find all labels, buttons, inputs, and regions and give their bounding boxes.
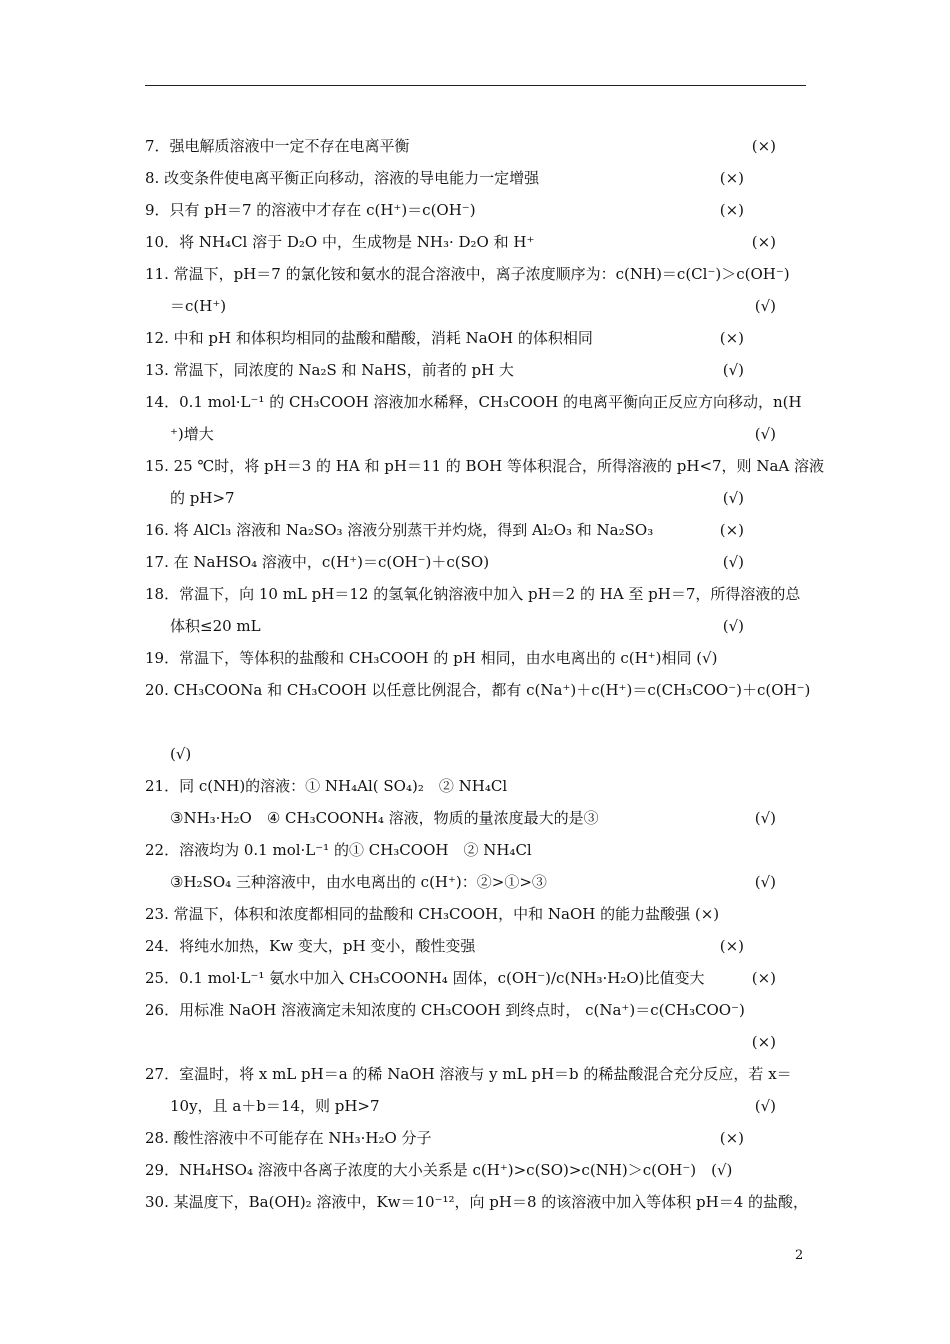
answer-mark: (√) [722, 553, 744, 571]
item-7: 7．强电解质溶液中一定不存在电离平衡 (×) [145, 134, 806, 158]
answer-mark: (×) [719, 937, 744, 955]
item-11: 11. 常温下，pH＝7 的氯化铵和氨水的混合溶液中，离子浓度顺序为：c(NH)＝c(Cl⁻)＞c(OH⁻) [145, 265, 790, 283]
item-19: 19．常温下，等体积的盐酸和 CH₃COOH 的 pH 相同，由水电离出的 c(H⁺)相同 (√) [145, 649, 718, 667]
item-24: 24．将纯水加热，Kw 变大，pH 变小，酸性变强 (×) [145, 934, 806, 958]
item-26: 26．用标准 NaOH 溶液滴定未知浓度的 CH₃COOH 到终点时， c(Na⁺)＝c(CH₃COO⁻) [145, 1001, 745, 1019]
item-9: 9．只有 pH＝7 的溶液中才存在 c(H⁺)＝c(OH⁻) (×) [145, 198, 806, 222]
answer-mark: (√) [722, 489, 744, 507]
item-11-cont: ＝c(H⁺) (√) [170, 294, 806, 318]
item-22-cont: ③H₂SO₄ 三种溶液中，由水电离出的 c(H⁺)：②>①>③ (√) [170, 870, 806, 894]
item-20-cont: (√) [170, 745, 192, 763]
item-21: 21．同 c(NH)的溶液：① NH₄Al( SO₄)₂ ② NH₄Cl [145, 777, 508, 795]
answer-mark: (√) [722, 617, 744, 635]
answer-mark: (×) [719, 1129, 744, 1147]
answer-mark: (×) [719, 201, 744, 219]
item-15: 15. 25 ℃时，将 pH＝3 的 HA 和 pH＝11 的 BOH 等体积混合，所得溶液的 pH<7，则 NaA 溶液 [145, 457, 824, 475]
item-27: 27．室温时，将 x mL pH＝a 的稀 NaOH 溶液与 y mL pH＝b 的稀盐酸混合充分反应，若 x＝ [145, 1065, 792, 1083]
item-20: 20. CH₃COONa 和 CH₃COOH 以任意比例混合，都有 c(Na⁺)＋c(H⁺)＝c(CH₃COO⁻)＋c(OH⁻) [145, 681, 811, 699]
answer-mark: (×) [751, 233, 776, 251]
item-14: 14．0.1 mol·L⁻¹ 的 CH₃COOH 溶液加水稀释，CH₃COOH 的电离平衡向正反应方向移动，n(H [145, 393, 802, 411]
answer-mark: (√) [754, 297, 776, 315]
answer-mark: (√) [754, 873, 776, 891]
answer-mark: (√) [754, 809, 776, 827]
item-30: 30. 某温度下，Ba(OH)₂ 溶液中，Kw＝10⁻¹²，向 pH＝8 的该溶液中加入等体积 pH＝4 的盐酸， [145, 1193, 809, 1211]
item-13: 13. 常温下，同浓度的 Na₂S 和 NaHS，前者的 pH 大 (√) [145, 358, 806, 382]
answer-mark: (×) [719, 329, 744, 347]
answer-mark: (×) [751, 969, 776, 987]
item-16: 16. 将 AlCl₃ 溶液和 Na₂SO₃ 溶液分别蒸干并灼烧，得到 Al₂O₃ 和 Na₂SO₃ (×) [145, 518, 806, 542]
item-10: 10．将 NH₄Cl 溶于 D₂O 中，生成物是 NH₃· D₂O 和 H⁺ (×) [145, 230, 806, 254]
answer-mark: (√) [754, 425, 776, 443]
item-17: 17. 在 NaHSO₄ 溶液中，c(H⁺)＝c(OH⁻)＋c(SO) (√) [145, 550, 806, 574]
answer-mark: (√) [754, 1097, 776, 1115]
item-25: 25．0.1 mol·L⁻¹ 氨水中加入 CH₃COONH₄ 固体，c(OH⁻)/c(NH₃·H₂O)比值变大 (×) [145, 966, 806, 990]
item-18: 18．常温下，向 10 mL pH＝12 的氢氧化钠溶液中加入 pH＝2 的 HA 至 pH＝7，所得溶液的总 [145, 585, 801, 603]
item-29: 29．NH₄HSO₄ 溶液中各离子浓度的大小关系是 c(H⁺)>c(SO)>c(NH)＞c(OH⁻) (√) [145, 1161, 733, 1179]
item-15-cont: 的 pH>7 (√) [170, 486, 806, 510]
answer-mark: (×) [719, 521, 744, 539]
item-26-mark: (×) [751, 1033, 776, 1051]
item-14-cont: ⁺)增大 (√) [170, 422, 806, 446]
item-8: 8. 改变条件使电离平衡正向移动，溶液的导电能力一定增强 (×) [145, 166, 806, 190]
answer-mark: (√) [722, 361, 744, 379]
item-23: 23. 常温下，体积和浓度都相同的盐酸和 CH₃COOH，中和 NaOH 的能力盐酸强 (×) [145, 905, 720, 923]
answer-mark: (×) [751, 137, 776, 155]
item-12: 12. 中和 pH 和体积均相同的盐酸和醋酸，消耗 NaOH 的体积相同 (×) [145, 326, 806, 350]
item-28: 28. 酸性溶液中不可能存在 NH₃·H₂O 分子 (×) [145, 1126, 806, 1150]
item-27-cont: 10y，且 a＋b＝14，则 pH>7 (√) [170, 1094, 806, 1118]
item-18-cont: 体积≤20 mL (√) [170, 614, 806, 638]
item-21-cont: ③NH₃·H₂O ④ CH₃COONH₄ 溶液，物质的量浓度最大的是③ (√) [170, 806, 806, 830]
item-22: 22．溶液均为 0.1 mol·L⁻¹ 的① CH₃COOH ② NH₄Cl [145, 841, 532, 859]
page-number: 2 [795, 1248, 804, 1263]
header-rule [145, 85, 806, 86]
answer-mark: (×) [719, 169, 744, 187]
